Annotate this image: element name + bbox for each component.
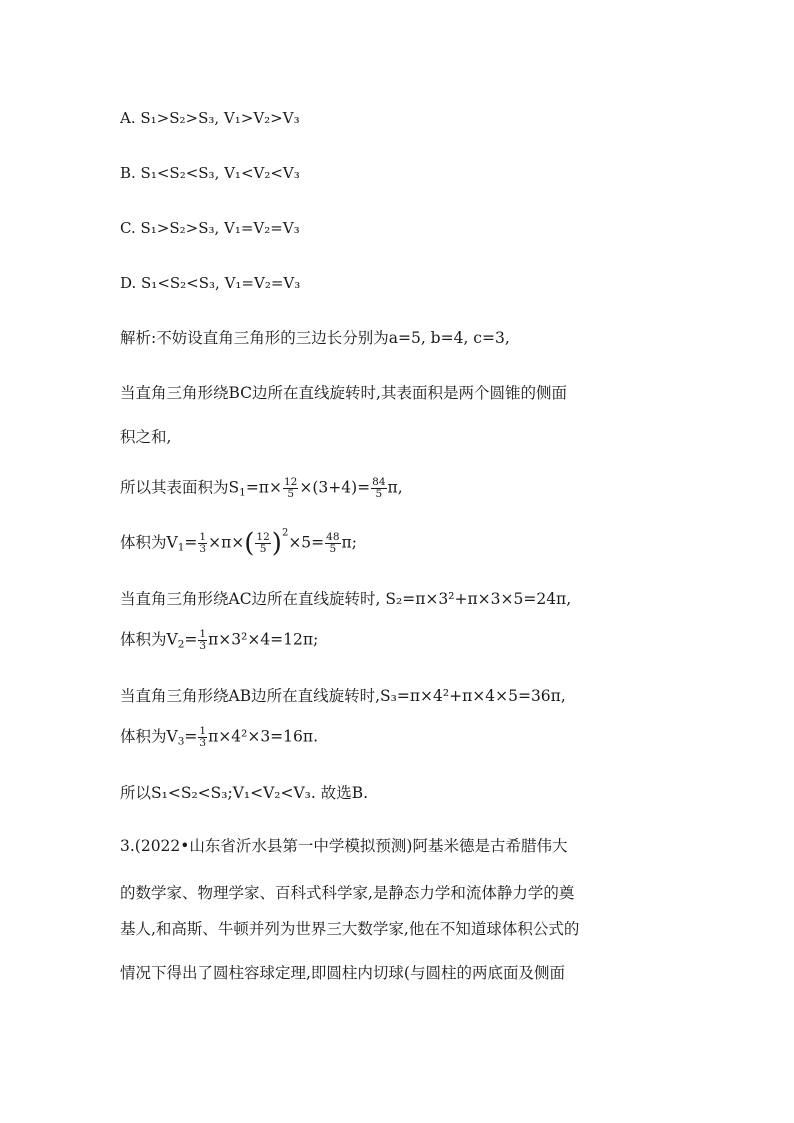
v1-res-den: 5 (329, 543, 337, 555)
v3-rest: π×4²×3=16π. (208, 727, 319, 746)
v2-eq: = (184, 630, 198, 649)
v3-frac-num: 1 (199, 725, 207, 737)
v1-prefix: 体积为V (120, 533, 178, 552)
v3-prefix: 体积为V (120, 727, 178, 746)
v1-paren-fraction (255, 532, 270, 555)
v2-fraction (198, 629, 207, 652)
s1-prefix: 所以其表面积为S (120, 478, 240, 497)
formula-v1 (120, 527, 357, 559)
question3-line4: 情况下得出了圆柱容球定理,即圆柱内切球(与圆柱的两底面及侧面 (120, 964, 565, 982)
question3-line1: 3.(2022•山东省沂水县第一中学模拟预测)阿基米德是古希腊伟大 (120, 837, 568, 855)
v1-result-fraction (325, 532, 340, 555)
option-a: A. S₁>S₂>S₃, V₁>V₂>V₃ (120, 109, 300, 127)
v2-rest: π×3²×4=12π; (208, 630, 319, 649)
solution-bc-line2: 积之和, (120, 428, 172, 446)
s1-sub: 1 (239, 486, 246, 499)
v3-sub: 3 (177, 735, 185, 748)
solution-ab-line: 当直角三角形绕AB边所在直线旋转时,S₃=π×4²+π×4×5=36π, (120, 687, 566, 705)
v2-sub: 2 (177, 638, 185, 651)
question3-line2: 的数学家、物理学家、百科式科学家,是静态力学和流体静力学的奠 (120, 884, 575, 902)
v1-paren-num: 12 (256, 531, 270, 543)
v3-frac-den: 3 (199, 737, 207, 749)
option-c: C. S₁>S₂>S₃, V₁=V₂=V₃ (120, 219, 300, 237)
v2-frac-num: 1 (199, 628, 207, 640)
v1-frac-den: 3 (199, 543, 207, 555)
s1-end: π, (387, 478, 403, 497)
v3-eq: = (184, 727, 198, 746)
v1-res-num: 48 (326, 531, 340, 543)
formula-v3 (120, 726, 318, 749)
v1-exponent: 2 (281, 527, 289, 539)
option-b: B. S₁<S₂<S₃, V₁<V₂<V₃ (120, 164, 300, 182)
question3-line3: 基人,和高斯、牛顿并列为世界三大数学家,他在不知道球体积公式的 (120, 920, 580, 938)
v1-sub: 1 (177, 541, 185, 554)
s1-res-num: 84 (372, 476, 386, 488)
v1-mid: ×π× (208, 533, 245, 552)
v3-fraction (198, 726, 207, 749)
s1-result-fraction (371, 477, 386, 500)
solution-conclusion: 所以S₁<S₂<S₃;V₁<V₂<V₃. 故选B. (120, 784, 369, 802)
v1-end: π; (341, 533, 357, 552)
solution-intro: 解析:不妨设直角三角形的三边长分别为a=5, b=4, c=3, (120, 329, 510, 347)
formula-s1 (120, 477, 403, 500)
solution-bc-line1: 当直角三角形绕BC边所在直线旋转时,其表面积是两个圆锥的侧面 (120, 384, 567, 402)
v1-eq: = (184, 533, 198, 552)
v1-paren-den: 5 (259, 543, 267, 555)
v1-fraction (198, 532, 207, 555)
v2-frac-den: 3 (199, 640, 207, 652)
s1-fraction (283, 477, 298, 500)
option-d: D. S₁<S₂<S₃, V₁=V₂=V₃ (120, 274, 301, 292)
s1-res-den: 5 (375, 488, 383, 500)
left-paren: ( (244, 528, 255, 559)
v2-prefix: 体积为V (120, 630, 178, 649)
right-paren: ) (271, 528, 282, 559)
s1-frac-den: 5 (287, 488, 295, 500)
s1-mid: ×(3+4)= (299, 478, 371, 497)
s1-eq: =π× (245, 478, 282, 497)
v1-frac-num: 1 (199, 531, 207, 543)
v1-tail: ×5= (288, 533, 325, 552)
formula-v2 (120, 629, 318, 652)
s1-frac-num: 12 (283, 476, 298, 488)
solution-ac-line: 当直角三角形绕AC边所在直线旋转时, S₂=π×3²+π×3×5=24π, (120, 590, 572, 608)
